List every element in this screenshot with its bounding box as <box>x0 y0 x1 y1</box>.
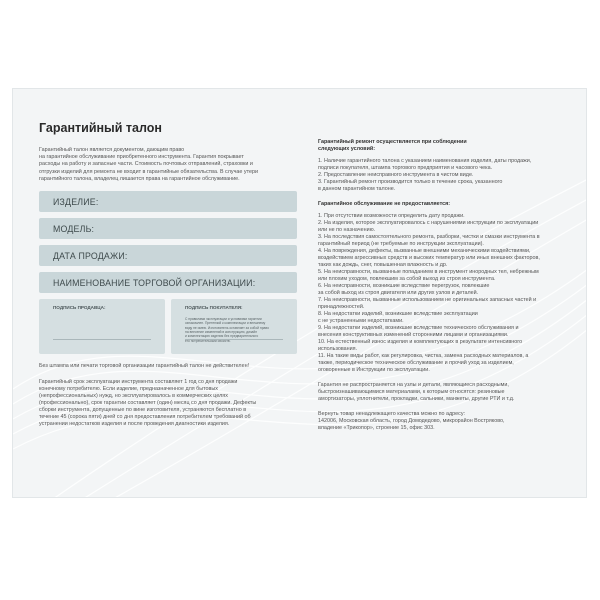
service-line: устранении недостатков изделия и после проведения диагностики изделия. <box>39 421 230 428</box>
address-line: 142006, Московская область, город Домодедово, микрорайон Востряково, <box>318 418 505 424</box>
seller-signature-box[interactable] <box>39 299 165 354</box>
condition-line: 2. Предоставление неисправного инструмента в чистом виде. <box>318 172 474 178</box>
conditions-heading <box>318 139 580 153</box>
condition-line: подписи покупателя, штампа торгового предприятия и часового чека. <box>318 165 493 171</box>
signature-line <box>185 339 283 340</box>
exclusion-line: 3. На последствия самостоятельного ремонта, разборки, чистки и смазки инструмента в <box>318 234 540 240</box>
exclusion-line: 4. На повреждения, дефекты, вызванные внешними механическими воздействиями, <box>318 248 531 254</box>
intro-text <box>39 147 297 183</box>
sale-date-field[interactable] <box>39 245 297 266</box>
service-line: (профессионально), срок гарантии составляет (один) месяц со дня продажи. Дефекты <box>39 400 257 407</box>
address-line: Вернуть товар ненадлежащего качества можно по адресу: <box>318 411 466 417</box>
consent-line: ознакомлен. Претензий к комплектации и внешнему <box>185 321 266 326</box>
consumables-line: Гарантия не распространяется на узлы и детали, являющиеся расходными, <box>318 382 509 388</box>
address-line: владение «Трикопор», строение 15, офис 303. <box>318 425 435 431</box>
exclusion-line: 10. На естественный износ изделия и комплектующих в результате интенсивного <box>318 339 523 345</box>
product-field-label: ИЗДЕЛИЕ: <box>53 197 99 208</box>
warranty-card <box>12 88 587 498</box>
consumables-line: амортизаторы, уплотнители, прокладки, сальники, манжеты, другие РТИ и т.д. <box>318 396 515 402</box>
exclusion-line: или плохим уходом, повлекшим за собой выход из строя инструмента. <box>318 276 496 282</box>
sale-date-field-label: ДАТА ПРОДАЖИ: <box>53 251 128 262</box>
intro-line: отгрузки изделий для ремонта не входит в гарантийные обязательства. В случае утери <box>39 168 258 175</box>
left-column <box>39 121 297 428</box>
service-line: (непрофессиональных) нужд, но эксплуатировалось в коммерческих целях <box>39 393 228 400</box>
model-field[interactable] <box>39 218 297 239</box>
exclusion-line: 7. На неисправности, вызванные использованием не оригинальных запасных частей и <box>318 297 537 303</box>
exclusion-line: таких как дождь, снег, повышенная влажность и др. <box>318 262 448 268</box>
buyer-signature-box[interactable] <box>171 299 297 354</box>
intro-line: гарантийного талона, владелец лишается права на гарантийное обслуживание. <box>39 175 240 182</box>
exclusion-line: оговоренные в Инструкции по эксплуатации. <box>318 367 430 373</box>
exclusion-line: принадлежностей. <box>318 304 365 310</box>
store-name-field-label: НАИМЕНОВАНИЕ ТОРГОВОЙ ОРГАНИЗАЦИИ: <box>53 278 256 289</box>
page-title: Гарантийный талон <box>39 121 162 135</box>
return-address <box>318 411 580 432</box>
exclusion-line: 8. На недостатки изделий, возникшие вследствие эксплуатации <box>318 311 478 317</box>
exclusion-line: 2. На изделия, которое эксплуатировалось с нарушениями инструкции по эксплуатации <box>318 220 539 226</box>
store-name-field[interactable] <box>39 272 297 293</box>
intro-line: расходы на работу и запасные части. Стоимость почтовых отправлений, страховки и <box>39 161 253 168</box>
conditions-list <box>318 158 580 193</box>
exclusion-line: также, периодическое техническое обслуживание и прочий уход за изделием, <box>318 360 514 366</box>
condition-line: 1. Наличие гарантийного талона с указанием наименования изделия, даты продажи, <box>318 158 532 164</box>
product-field[interactable] <box>39 191 297 212</box>
service-line: Гарантийный срок эксплуатации инструмента составляет 1 год со дня продажи <box>39 379 238 386</box>
signature-line <box>53 339 151 340</box>
exclusion-line: воздействием агрессивных средств и высоких температур или иных внешних факторов, <box>318 255 540 261</box>
exclusion-line: с не устраненными недостатками. <box>318 318 404 324</box>
exclusion-line: за собой выход из строя двигателя или других узлов и деталей. <box>318 290 479 296</box>
exclusion-line: использования. <box>318 346 358 352</box>
intro-line: Гарантийный талон является документом, дающим право <box>39 147 185 153</box>
consent-line: на внесение изменений в конструкцию, дизайн <box>185 329 258 334</box>
model-field-label: МОДЕЛЬ: <box>53 224 95 235</box>
exclusion-line: гарантийный период (не требуемые по инструкции эксплуатации). <box>318 241 484 247</box>
exclusions-heading: Гарантийное обслуживание не предоставляется: <box>318 201 451 207</box>
intro-line: на гарантийное обслуживание приобретенного инструмента. Гарантия покрывает <box>39 154 244 161</box>
consumables-note <box>318 382 580 403</box>
consent-line: виду не имею. Изготовитель оставляет за собой право <box>185 325 269 330</box>
service-line: сборки инструмента, допущенные по вине изготовителя, устраняются бесплатно в <box>39 407 247 414</box>
consumables-line: быстроизнашивающимися материалами, к которым относятся: резиновые <box>318 389 505 395</box>
service-line: течение 45 (сорока пяти) дней со дня предоставления потребителем требований об <box>39 414 251 421</box>
service-line: конечному потребителю. Если изделие, предназначенное для бытовых <box>39 386 218 393</box>
signature-row <box>39 299 297 354</box>
exclusions-list <box>318 213 580 374</box>
consent-line: и комплектацию изделия без предварительного <box>185 334 259 339</box>
exclusion-line: внесения конструктивных изменений сторонними лицами и организациями. <box>318 332 509 338</box>
heading-line: Гарантийный ремонт осуществляется при соблюдении <box>318 139 467 145</box>
condition-line: в данном гарантийном талоне. <box>318 186 396 192</box>
exclusion-line: или не по назначению. <box>318 227 376 233</box>
heading-line: следующих условий: <box>318 146 376 152</box>
buyer-signature-label: ПОДПИСЬ ПОКУПАТЕЛЯ: <box>185 305 243 311</box>
exclusion-line: 1. При отсутствии возможности определить дату продажи. <box>318 213 465 219</box>
consent-line: С правилами эксплуатации и условиями гарантии <box>185 317 262 322</box>
service-life-text <box>39 379 297 428</box>
right-column <box>318 139 580 432</box>
exclusion-line: 11. На такие виды работ, как регулировка, чистка, замена расходных материалов, а <box>318 353 529 359</box>
condition-line: 3. Гарантийный ремонт производится только в течение срока, указанного <box>318 179 503 185</box>
exclusion-line: 6. На неисправности, возникшие вследствие перегрузок, повлекшие <box>318 283 490 289</box>
seller-signature-label: ПОДПИСЬ ПРОДАВЦА: <box>53 305 106 311</box>
consent-line: его потребительский свойств. <box>185 338 231 343</box>
stamp-warning: Без штампа или печати торговой организации гарантийный талон не действителен! <box>39 363 250 370</box>
exclusion-line: 9. На недостатки изделий, возникшие вследствие технического обслуживания и <box>318 325 519 331</box>
exclusion-line: 5. На неисправности, вызванные попаданием в инструмент инородных тел, небрежным <box>318 269 539 275</box>
